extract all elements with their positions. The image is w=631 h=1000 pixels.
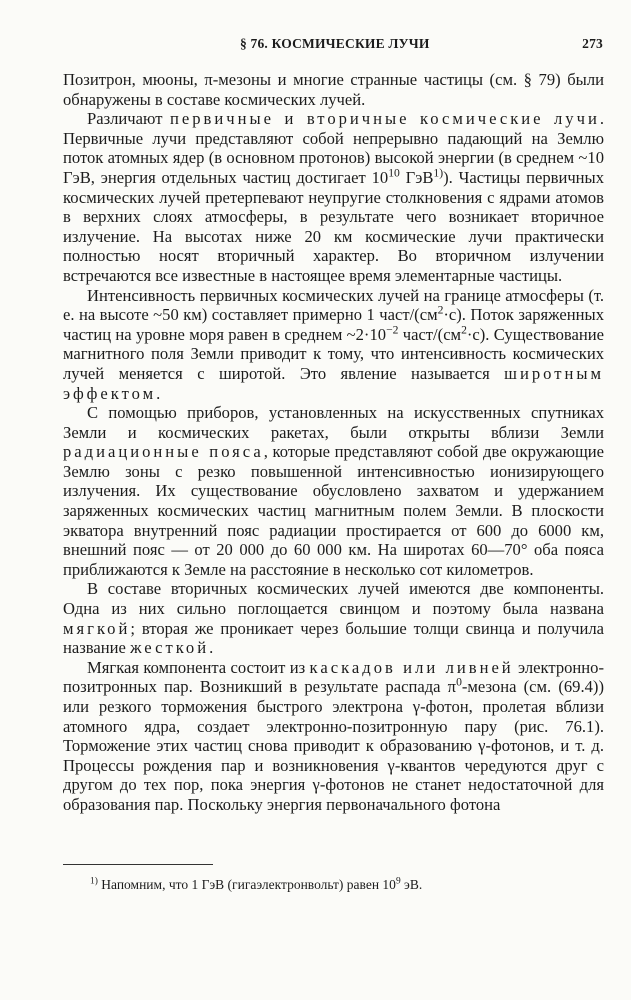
paragraph: Позитрон, мюоны, π-мезоны и многие странные частицы (см. § 79) были обнаружены в составе космических лучей.	[63, 70, 604, 109]
footnote-divider	[63, 864, 213, 865]
emphasis: каскадов или ливней	[309, 657, 514, 677]
body-text	[63, 70, 604, 815]
page-number: 273	[582, 36, 603, 51]
emphasis: мягкой	[63, 618, 131, 638]
paragraph: Мягкая компонента состоит из каскадов или ливней электронно-позитронных пар. Возникший в результате распада $\pi^0$-мезона (см. (69.4)) или резкого торможения быстрого электрона γ-фотон, пролетая вблизи атомного ядра, создает электронно-позитронную пару (рис. 76.1). Торможение этих частиц снова приводит к образованию γ-фотонов, и т. д. Процессы рождения пар и возникновения γ-квантов чередуются друг с другом до тех пор, пока энергия γ-фотонов не станет недостаточной для образования пар. Поскольку энергия первоначального фотона	[63, 657, 604, 814]
running-header	[240, 36, 603, 56]
paragraph: В составе вторичных космических лучей имеются две компоненты. Одна из них сильно поглощается свинцом и поэтому была названа мягкой; вторая же проникает через большие толщи свинца и получила название жесткой.	[63, 579, 604, 658]
paragraph: Интенсивность первичных космических лучей на границе атмосферы (т. е. на высоте ~50 км) составляет примерно 1 част/$(см^2\cdot с)$. Поток заряженных частиц на уровне моря равен в среднем $\sim 2\cdot 10^{-2}$ част/$(см^2\cdot с)$. Существование магнитного поля Земли приводит к тому, что интенсивность космических лучей меняется с широтой. Это явление называется широтным эффектом.	[63, 285, 604, 403]
footnote: $^{1)}$ Напомним, что 1 ГэВ (гигаэлектронвольт) равен $10^9$ эВ.	[90, 876, 423, 892]
emphasis: радиационные пояса	[63, 442, 264, 462]
emphasis: широтным эффектом	[63, 363, 604, 403]
paragraph: С помощью приборов, установленных на искусственных спутниках Земли и космических ракетах, были открыты вблизи Земли радиационные пояса, которые представляют собой две окружающие Землю зоны с резко повышенной интенсивностью ионизирующего излучения. Их существование обусловлено захватом и удержанием заряженных космических частиц магнитным полем Земли. В плоскости экватора внутренний пояс радиации простирается от 600 до 6000 км, внешний пояс — от 20 000 до 60 000 км. На широтах 60—70° оба пояса приближаются к Земле на расстояние в несколько сот километров.	[63, 403, 604, 579]
emphasis: жесткой	[130, 638, 210, 658]
footnote-ref: 1)	[433, 166, 444, 180]
footnote-mark: 1)	[90, 876, 98, 887]
section-title: § 76. КОСМИЧЕСКИЕ ЛУЧИ	[240, 36, 430, 51]
paragraph: Различают первичные и вторичные космические лучи. Первичные лучи представляют собой непрерывно падающий на Землю поток атомных ядер (в основном протонов) высокой энергии (в среднем ~10 ГэВ, энергия отдельных частиц достигает $10^{10}$ ГэВ$^{1)}$). Частицы первичных космических лучей претерпевают неупругие столкновения с ядрами атомов в верхних слоях атмосферы, в результате чего возникает вторичное излучение. На высотах ниже 20 км космические лучи практически полностью носят вторичный характер. Во вторичном излучении встречаются все известные в настоящее время элементарные частицы.	[63, 109, 605, 285]
emphasis: первичные и вторичные космические лучи	[169, 109, 600, 129]
